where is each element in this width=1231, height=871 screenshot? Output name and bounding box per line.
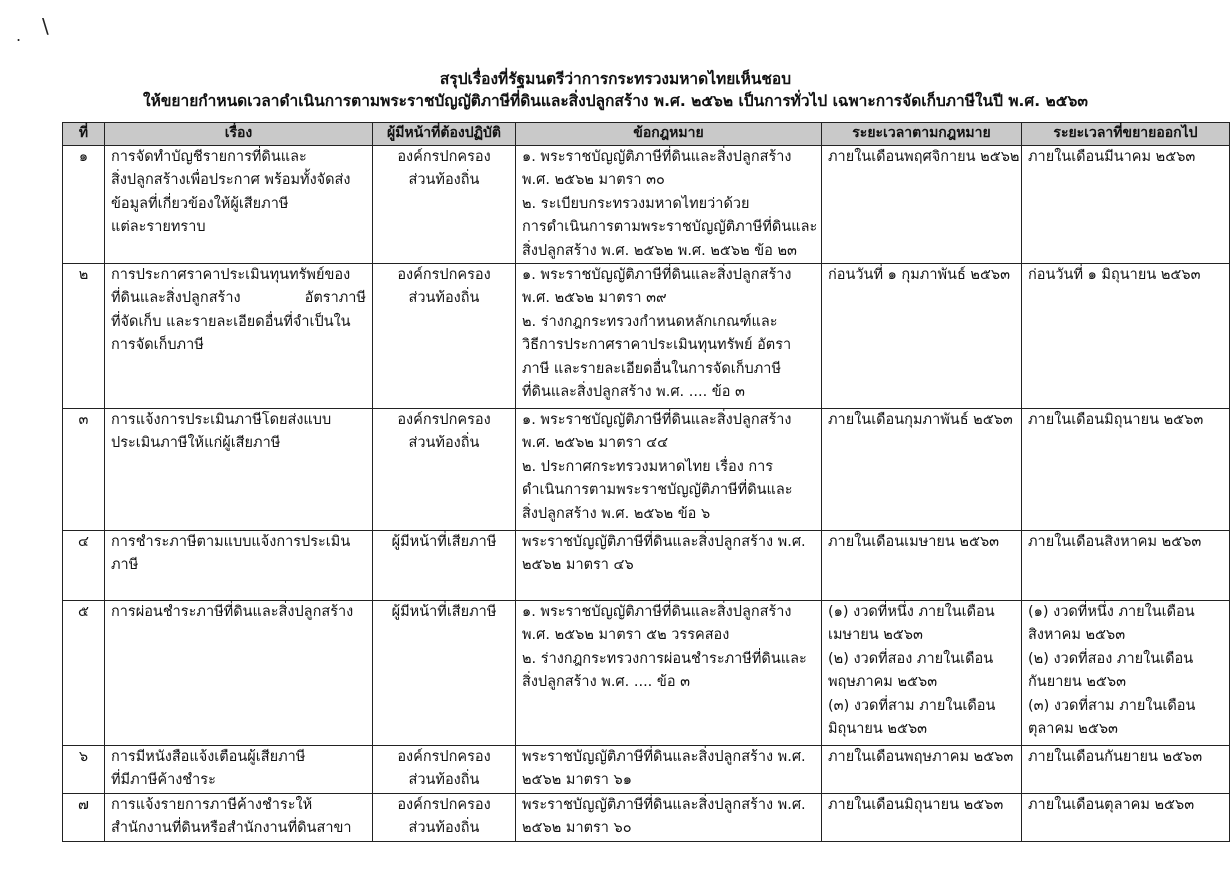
- row-responsible-line: ผู้มีหน้าที่เสียภาษี: [391, 604, 497, 621]
- row-responsible-line: องค์กรปกครอง: [397, 149, 491, 165]
- row-responsible-line: ส่วนท้องถิ่น: [408, 172, 480, 189]
- row-subject-line: ที่ดินและสิ่งปลูกสร้าง อัตราภาษี: [111, 290, 366, 307]
- row-subject-line: การผ่อนชำระภาษีที่ดินและสิ่งปลูกสร้าง: [111, 604, 354, 621]
- row-extended-period-line: สิงหาคม ๒๕๖๓: [1028, 627, 1126, 644]
- row-subject-line: ที่จัดเก็บ และรายละเอียดอื่นที่จำเป็นใน: [111, 313, 351, 330]
- row-legal-period: [822, 794, 1022, 842]
- column-header-law: ข้อกฎหมาย: [516, 123, 822, 146]
- table-row: [63, 531, 1230, 601]
- row-responsible-line: ส่วนท้องถิ่น: [408, 772, 480, 789]
- row-subject-line: การจัดเก็บภาษี: [111, 337, 204, 354]
- row-responsible: [373, 601, 516, 746]
- row-law-line: ๒๕๖๒ มาตรา ๖๐: [522, 820, 632, 837]
- scan-mark-dot: .: [16, 26, 22, 45]
- row-law-line: การดำเนินการตามพระราชบัญญัติภาษีที่ดินและ: [522, 219, 818, 236]
- row-legal-period-line: ภายในเดือนเมษายน ๒๕๖๓: [828, 534, 1000, 551]
- row-subject-line: สำนักงานที่ดินหรือสำนักงานที่ดินสาขา: [111, 820, 352, 837]
- row-extended-period: [1022, 409, 1230, 531]
- row-legal-period-line: (๓) งวดที่สาม ภายในเดือน: [828, 697, 996, 714]
- row-legal-period-line: พฤษภาคม ๒๕๖๓: [828, 674, 938, 691]
- row-law-line: ๒. ประกาศกระทรวงมหาดไทย เรื่อง การ: [522, 458, 774, 475]
- row-law-line: ๑. พระราชบัญญัติภาษีที่ดินและสิ่งปลูกสร้าง: [522, 604, 792, 621]
- row-law: [516, 409, 822, 531]
- row-law-line: พ.ศ. ๒๕๖๒ มาตรา ๕๒ วรรคสอง: [522, 627, 730, 644]
- row-subject-line: ที่มีภาษีค้างชำระ: [111, 772, 216, 789]
- row-responsible-line: องค์กรปกครอง: [397, 412, 491, 429]
- row-law-line: ๑. พระราชบัญญัติภาษีที่ดินและสิ่งปลูกสร้าง: [522, 412, 792, 429]
- row-extended-period-line: ตุลาคม ๒๕๖๓: [1028, 721, 1118, 738]
- row-subject-line: การชำระภาษีตามแบบแจ้งการประเมิน: [111, 534, 351, 551]
- row-responsible-line: องค์กรปกครอง: [397, 267, 491, 284]
- row-law-line: ๒. ร่างกฎกระทรวงการผ่อนชำระภาษีที่ดินและ: [522, 650, 807, 667]
- row-subject-line: ข้อมูลที่เกี่ยวข้องให้ผู้เสียภาษี: [111, 195, 289, 212]
- row-responsible-line: องค์กรปกครอง: [397, 749, 491, 766]
- row-law-line: ๑. พระราชบัญญัติภาษีที่ดินและสิ่งปลูกสร้าง: [522, 149, 792, 165]
- scan-mark-slash: \: [42, 14, 49, 38]
- row-responsible-line: องค์กรปกครอง: [397, 797, 491, 814]
- column-header-legal-period: ระยะเวลาตามกฎหมาย: [822, 123, 1022, 146]
- document-title-line2: ให้ขยายกำหนดเวลาดำเนินการตามพระราชบัญญัติภาษีที่ดินและสิ่งปลูกสร้าง พ.ศ. ๒๕๖๒ เป็นการทั่วไป เฉพาะการจัดเก็บภาษีในปี พ.ศ. ๒๕๖๓: [143, 92, 1088, 110]
- row-extended-period-line: ภายในเดือนตุลาคม ๒๕๖๓: [1028, 797, 1195, 814]
- row-number: ๓: [63, 409, 105, 531]
- row-extended-period-line: กันยายน ๒๕๖๓: [1028, 674, 1126, 691]
- row-extended-period: [1022, 264, 1230, 409]
- row-responsible-line: ผู้มีหน้าที่เสียภาษี: [391, 534, 497, 551]
- table-row: [63, 409, 1230, 531]
- row-number: ๒: [63, 264, 105, 409]
- row-law: [516, 794, 822, 842]
- row-law-line: พ.ศ. ๒๕๖๒ มาตรา ๔๔: [522, 435, 669, 452]
- row-law-line: สิ่งปลูกสร้าง พ.ศ. ๒๕๖๒ ข้อ ๖: [522, 505, 711, 522]
- table-row: [63, 746, 1230, 794]
- row-subject-line: การมีหนังสือแจ้งเตือนผู้เสียภาษี: [111, 749, 306, 766]
- row-legal-period-line: เมษายน ๒๕๖๓: [828, 627, 923, 644]
- document-title-line1: สรุปเรื่องที่รัฐมนตรีว่าการกระทรวงมหาดไทยเห็นชอบ: [439, 70, 792, 88]
- row-subject: [105, 264, 373, 409]
- row-subject: [105, 794, 373, 842]
- row-legal-period-line: (๑) งวดที่หนึ่ง ภายในเดือน: [828, 604, 995, 621]
- row-law-line: พระราชบัญญัติภาษีที่ดินและสิ่งปลูกสร้าง พ.ศ.: [522, 534, 806, 551]
- row-law-line: ที่ดินและสิ่งปลูกสร้าง พ.ศ. .... ข้อ ๓: [522, 384, 745, 401]
- row-extended-period-line: (๑) งวดที่หนึ่ง ภายในเดือน: [1028, 604, 1195, 621]
- row-subject-line: การแจ้งรายการภาษีค้างชำระให้: [111, 797, 313, 814]
- row-legal-period: [822, 601, 1022, 746]
- row-number: ๖: [63, 746, 105, 794]
- row-responsible: [373, 409, 516, 531]
- row-law-line: ๑. พระราชบัญญัติภาษีที่ดินและสิ่งปลูกสร้าง: [522, 267, 792, 284]
- summary-table: [62, 122, 1230, 842]
- row-subject-line: การแจ้งการประเมินภาษีโดยส่งแบบ: [111, 412, 332, 429]
- row-subject-line: การจัดทำบัญชีรายการที่ดินและ: [111, 149, 307, 165]
- row-extended-period-line: ภายในเดือนสิงหาคม ๒๕๖๓: [1028, 534, 1202, 551]
- row-subject-line: ประเมินภาษีให้แก่ผู้เสียภาษี: [111, 435, 281, 452]
- table-row: [63, 601, 1230, 746]
- row-law-line: ๒๕๖๒ มาตรา ๖๑: [522, 772, 632, 789]
- row-responsible-line: ส่วนท้องถิ่น: [408, 290, 480, 307]
- row-subject: [105, 746, 373, 794]
- row-subject-line: แต่ละรายทราบ: [111, 219, 206, 236]
- table-row: [63, 794, 1230, 842]
- row-law-line: ภาษี และรายละเอียดอื่นในการจัดเก็บภาษี: [522, 360, 781, 377]
- row-legal-period-line: (๒) งวดที่สอง ภายในเดือน: [828, 650, 994, 667]
- row-extended-period: [1022, 146, 1230, 264]
- row-law-line: พระราชบัญญัติภาษีที่ดินและสิ่งปลูกสร้าง พ.ศ.: [522, 749, 806, 766]
- row-responsible: [373, 531, 516, 601]
- row-extended-period-line: (๓) งวดที่สาม ภายในเดือน: [1028, 697, 1196, 714]
- row-legal-period-line: มิถุนายน ๒๕๖๓: [828, 721, 928, 738]
- row-legal-period-line: ภายในเดือนพฤศจิกายน ๒๕๖๒: [828, 149, 1020, 165]
- row-subject: [105, 146, 373, 264]
- row-law-line: ดำเนินการตามพระราชบัญญัติภาษีที่ดินและ: [522, 482, 793, 499]
- row-responsible: [373, 746, 516, 794]
- row-legal-period: [822, 531, 1022, 601]
- row-law: [516, 746, 822, 794]
- row-legal-period: [822, 746, 1022, 794]
- row-law: [516, 531, 822, 601]
- row-subject: [105, 409, 373, 531]
- row-law-line: พ.ศ. ๒๕๖๒ มาตรา ๓๐: [522, 172, 665, 189]
- row-subject-line: สิ่งปลูกสร้างเพื่อประกาศ พร้อมทั้งจัดส่ง: [111, 172, 351, 189]
- row-extended-period-line: ภายในเดือนกันยายน ๒๕๖๓: [1028, 749, 1203, 766]
- row-extended-period: [1022, 794, 1230, 842]
- row-responsible-line: ส่วนท้องถิ่น: [408, 435, 480, 452]
- row-responsible-line: ส่วนท้องถิ่น: [408, 820, 480, 837]
- row-extended-period-line: ภายในเดือนมิถุนายน ๒๕๖๓: [1028, 412, 1204, 429]
- row-law: [516, 601, 822, 746]
- row-legal-period-line: ภายในเดือนมิถุนายน ๒๕๖๓: [828, 797, 1004, 814]
- row-extended-period: [1022, 746, 1230, 794]
- row-extended-period: [1022, 601, 1230, 746]
- row-legal-period-line: ก่อนวันที่ ๑ กุมภาพันธ์ ๒๕๖๓: [828, 267, 1011, 284]
- row-responsible: [373, 264, 516, 409]
- row-law-line: พระราชบัญญัติภาษีที่ดินและสิ่งปลูกสร้าง พ.ศ.: [522, 797, 806, 814]
- row-law-line: สิ่งปลูกสร้าง พ.ศ. .... ข้อ ๓: [522, 674, 691, 691]
- row-number: ๕: [63, 601, 105, 746]
- row-extended-period: [1022, 531, 1230, 601]
- row-legal-period-line: ภายในเดือนพฤษภาคม ๒๕๖๓: [828, 749, 1014, 766]
- row-subject: [105, 531, 373, 601]
- row-subject: [105, 601, 373, 746]
- row-law-line: พ.ศ. ๒๕๖๒ มาตรา ๓๙: [522, 290, 667, 307]
- row-legal-period: [822, 146, 1022, 264]
- table-row: [63, 146, 1230, 264]
- row-legal-period: [822, 264, 1022, 409]
- row-number: ๑: [63, 146, 105, 264]
- row-law: [516, 146, 822, 264]
- column-header-responsible: ผู้มีหน้าที่ต้องปฏิบัติ: [373, 123, 516, 146]
- row-law-line: ๒. ระเบียบกระทรวงมหาดไทยว่าด้วย: [522, 195, 750, 212]
- column-header-subject: เรื่อง: [105, 123, 373, 146]
- row-extended-period-line: (๒) งวดที่สอง ภายในเดือน: [1028, 650, 1194, 667]
- column-header-extended-period: ระยะเวลาที่ขยายออกไป: [1022, 123, 1230, 146]
- row-responsible: [373, 794, 516, 842]
- row-subject-line: การประกาศราคาประเมินทุนทรัพย์ของ: [111, 267, 351, 284]
- row-law-line: ๒๕๖๒ มาตรา ๔๖: [522, 557, 634, 574]
- table-row: [63, 264, 1230, 409]
- column-header-no: ที่: [63, 123, 105, 146]
- row-extended-period-line: ก่อนวันที่ ๑ มิถุนายน ๒๕๖๓: [1028, 267, 1201, 284]
- table-header-row: [63, 123, 1230, 146]
- row-legal-period: [822, 409, 1022, 531]
- row-responsible: [373, 146, 516, 264]
- row-law-line: วิธีการประกาศราคาประเมินทุนทรัพย์ อัตรา: [522, 337, 792, 354]
- row-number: ๗: [63, 794, 105, 842]
- row-number: ๔: [63, 531, 105, 601]
- row-law-line: ๒. ร่างกฎกระทรวงกำหนดหลักเกณฑ์และ: [522, 313, 778, 330]
- row-law-line: สิ่งปลูกสร้าง พ.ศ. ๒๕๖๒ พ.ศ. ๒๕๖๒ ข้อ ๒๓: [522, 242, 797, 259]
- row-subject-line: ภาษี: [111, 557, 139, 574]
- row-legal-period-line: ภายในเดือนกุมภาพันธ์ ๒๕๖๓: [828, 412, 1013, 429]
- row-law: [516, 264, 822, 409]
- row-extended-period-line: ภายในเดือนมีนาคม ๒๕๖๓: [1028, 149, 1196, 165]
